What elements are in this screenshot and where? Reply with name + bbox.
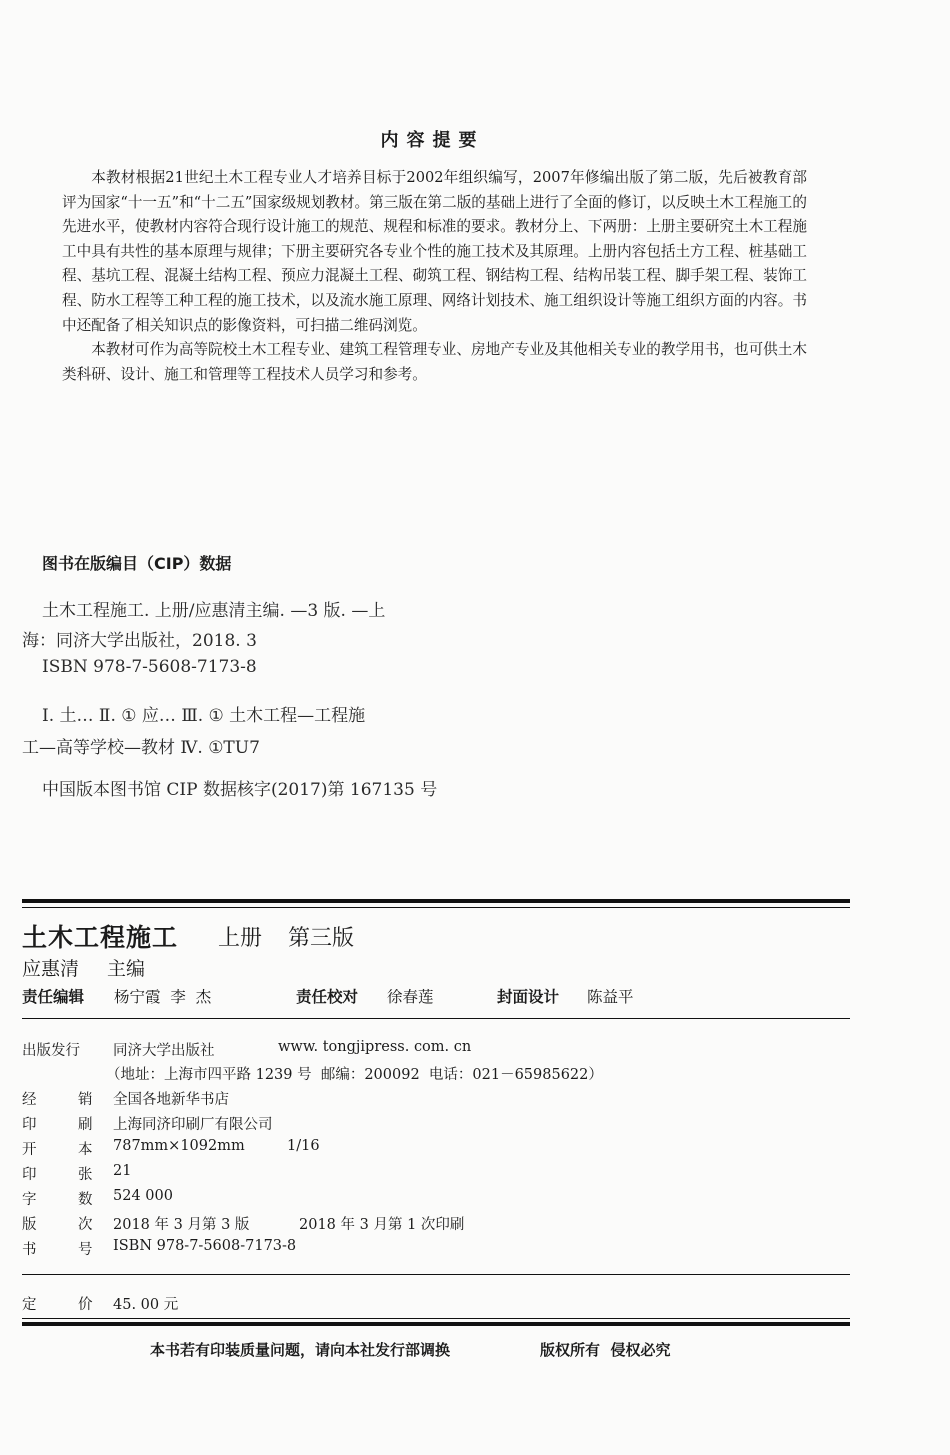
printer-label-1: 印 xyxy=(22,1117,37,1133)
price-label-1: 定 xyxy=(22,1297,37,1313)
sheets: 21 xyxy=(113,1163,132,1179)
responsible-editor: 杨宁霞 李 杰 xyxy=(114,988,212,1006)
abstract-title: 内容提要 xyxy=(380,130,485,151)
divider-rule xyxy=(22,1274,850,1275)
responsible-editor-label: 责任编辑 xyxy=(22,988,85,1006)
proofreader: 徐春莲 xyxy=(387,988,434,1006)
publisher-label: 出版发行 xyxy=(22,1043,80,1059)
book-edition: 第三版 xyxy=(288,926,355,951)
book-volume: 上册 xyxy=(218,926,263,951)
proofreader-label: 责任校对 xyxy=(296,988,359,1006)
wordcount-label-2: 数 xyxy=(78,1192,93,1208)
footer-copyright: 版权所有 侵权必究 xyxy=(540,1341,671,1359)
abstract-body xyxy=(62,166,807,387)
format-fraction: 1/16 xyxy=(287,1138,320,1154)
edition: 2018 年 3 月第 3 版 xyxy=(113,1217,250,1233)
cip-line: 海：同济大学出版社，2018. 3 xyxy=(22,631,257,651)
edition-label-2: 次 xyxy=(78,1217,93,1233)
distributor-label-1: 经 xyxy=(22,1092,37,1108)
isbn-label-1: 书 xyxy=(22,1242,37,1258)
sheets-label-2: 张 xyxy=(78,1167,93,1183)
format-label-1: 开 xyxy=(22,1142,37,1158)
printer: 上海同济印刷厂有限公司 xyxy=(113,1117,273,1133)
cover-design-label: 封面设计 xyxy=(497,988,560,1006)
isbn-label-2: 号 xyxy=(78,1242,93,1258)
price-label-2: 价 xyxy=(78,1297,93,1313)
sheets-label-1: 印 xyxy=(22,1167,37,1183)
publisher-address: （地址：上海市四平路 1239 号 邮编：200092 电话：021－65985622） xyxy=(106,1067,603,1083)
editor-role: 主编 xyxy=(107,958,146,980)
printer-label-2: 刷 xyxy=(78,1117,93,1133)
cip-classification: 工—高等学校—教材 Ⅳ. ①TU7 xyxy=(22,738,260,758)
distributor-label-2: 销 xyxy=(78,1092,93,1108)
printing: 2018 年 3 月第 1 次印刷 xyxy=(299,1217,465,1233)
top-thick-rule xyxy=(22,899,850,903)
bottom-thin-rule xyxy=(22,1318,850,1319)
publisher-website: www. tongjipress. com. cn xyxy=(278,1039,472,1055)
cip-heading: 图书在版编目（CIP）数据 xyxy=(42,554,232,573)
price: 45. 00 元 xyxy=(113,1297,179,1313)
format-label-2: 本 xyxy=(78,1142,93,1158)
format: 787mm×1092mm xyxy=(113,1138,245,1154)
top-thin-rule xyxy=(22,907,850,908)
bottom-thick-rule xyxy=(22,1322,850,1326)
edition-label-1: 版 xyxy=(22,1217,37,1233)
cip-line: 土木工程施工. 上册/应惠清主编. —3 版. —上 xyxy=(42,601,386,621)
book-title: 土木工程施工 xyxy=(22,923,179,952)
footer-notice: 本书若有印装质量问题，请向本社发行部调换 xyxy=(150,1341,451,1359)
cip-isbn: ISBN 978-7-5608-7173-8 xyxy=(42,657,257,677)
divider-rule xyxy=(22,1018,850,1019)
cover-designer: 陈益平 xyxy=(587,988,634,1006)
wordcount-label-1: 字 xyxy=(22,1192,37,1208)
isbn: ISBN 978-7-5608-7173-8 xyxy=(113,1238,297,1254)
cip-classification: Ⅰ. 土… Ⅱ. ① 应… Ⅲ. ① 土木工程—工程施 xyxy=(42,706,366,726)
editor-name: 应惠清 xyxy=(22,958,80,980)
cip-record-number: 中国版本图书馆 CIP 数据核字(2017)第 167135 号 xyxy=(42,780,438,800)
publisher: 同济大学出版社 xyxy=(113,1043,215,1059)
abstract-paragraph: 本教材根据21世纪土木工程专业人才培养目标于2002年组织编写，2007年修编出版了第二版，先后被教育部评为国家“十一五”和“十二五”国家级规划教材。第三版在第二版的基础上进行了全面的修订，以反映土木工程施工的先进水平，使教材内容符合现行设计施工的规范、规程和标准的要求。教材分上、下两册：上册主要研究土木工程施工中具有共性的基本原理与规律；下册主要研究各专业个性的施工技术及其原理。上册内容包括土方工程、桩基础工程、基坑工程、混凝土结构工程、预应力混凝土工程、砌筑工程、钢结构工程、结构吊装工程、脚手架工程、装饰工程、防水工程等工种工程的施工技术，以及流水施工原理、网络计划技术、施工组织设计等施工组织方面的内容。书中还配备了相关知识点的影像资料，可扫描二维码浏览。 xyxy=(62,169,807,334)
abstract-paragraph: 本教材可作为高等院校土木工程专业、建筑工程管理专业、房地产专业及其他相关专业的教学用书，也可供土木类科研、设计、施工和管理等工程技术人员学习和参考。 xyxy=(62,341,807,383)
distributor: 全国各地新华书店 xyxy=(113,1092,229,1108)
wordcount: 524 000 xyxy=(113,1188,173,1204)
